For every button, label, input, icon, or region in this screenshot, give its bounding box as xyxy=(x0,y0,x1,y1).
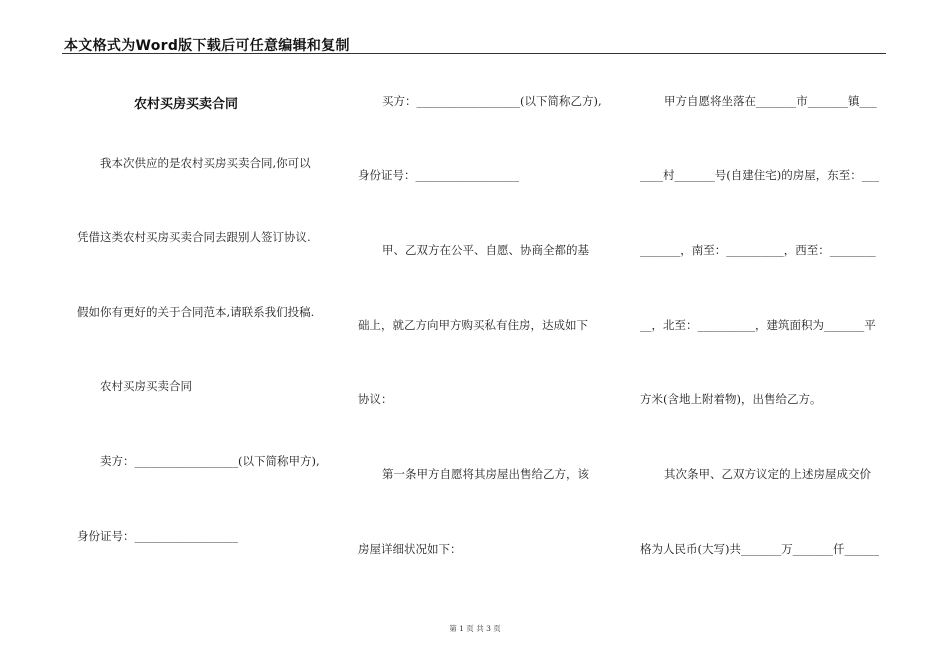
paragraph-line: 第一条甲方自愿将其房屋出售给乙方，该 xyxy=(382,467,589,481)
paragraph-line: 础上，就乙方向甲方购买私有住房，达成如下 xyxy=(358,318,588,332)
paragraph-line: 凭借这类农村买房买卖合同去跟别人签订协议. xyxy=(77,230,311,244)
buyer-field: 买方：__________________(以下简称乙方), xyxy=(382,94,602,108)
paragraph-line: 我本次供应的是农村买房买卖合同,你可以 xyxy=(100,156,311,170)
document-banner: 本文格式为Word版下载后可任意编辑和复制 xyxy=(64,38,350,54)
paragraph-line: 房屋详细状况如下： xyxy=(358,542,462,556)
section-heading: 农村买房买卖合同 xyxy=(100,379,192,393)
paragraph-line: 假如你有更好的关于合同范本,请联系我们投稿. xyxy=(77,305,315,319)
paragraph-line: 格为人民币(大写)共_______万_______仟______ xyxy=(640,542,879,556)
paragraph-line: __，北至：__________，建筑面积为_______平 xyxy=(640,318,876,332)
header-divider xyxy=(62,53,886,54)
buyer-id-field: 身份证号：__________________ xyxy=(358,168,519,182)
paragraph-line: 协议： xyxy=(358,392,393,406)
seller-id-field: 身份证号：__________________ xyxy=(77,529,238,543)
contract-title: 农村买房买卖合同 xyxy=(134,97,239,112)
paragraph-line: 方米(含地上附着物)，出售给乙方。 xyxy=(640,392,822,406)
seller-field: 卖方：__________________(以下简称甲方), xyxy=(100,454,320,468)
paragraph-line: _______，南至：__________，西至：________ xyxy=(640,243,876,257)
paragraph-line: ____村_______号(自建住宅)的房屋，东至：___ xyxy=(640,168,879,182)
paragraph-line: 其次条甲、乙双方议定的上述房屋成交价 xyxy=(664,467,871,481)
page-number: 第 1 页 共 3 页 xyxy=(449,624,501,633)
paragraph-line: 甲、乙双方在公平、自愿、协商全都的基 xyxy=(382,243,589,257)
paragraph-line: 甲方自愿将坐落在_______市_______镇___ xyxy=(664,94,877,108)
